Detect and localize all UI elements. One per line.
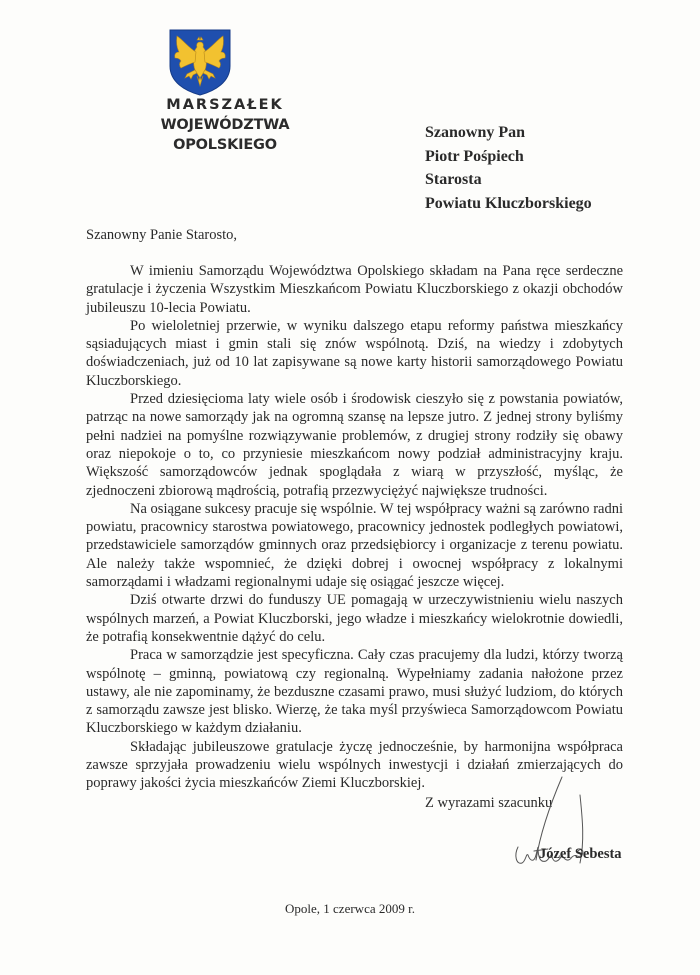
signer-name: Józef Sebesta [539, 846, 622, 862]
body-paragraph: Po wieloletniej przerwie, w wyniku dalszego etapu reformy państwa mieszkańcy sąsiadujących miast i gmin stali się znów wspólnotą. Dziś, na wiedzy i zdobytych doświadczeniach, już od 10 lat zapisywane są nowe karty historii samorządowego Powiatu Kluczborskiego. [86, 317, 623, 389]
addressee-block [425, 121, 592, 215]
body-paragraph: Dziś otwarte drzwi do funduszy UE pomagają w urzeczywistnieniu wielu naszych wspólnych marzeń, a Powiat Kluczborski, jego władze i mieszkańcy wielokrotnie dowiedli, że potrafią konsekwentnie dążyć do celu. [86, 592, 623, 645]
body-paragraph: Na osiągane sukcesy pracuje się wspólnie. W tej współpracy ważni są zarówno radni powiatu, pracownicy starostwa powiatowego, pracownicy jednostek podległych powiatowi, przedstawiciele samorządów gminnych oraz przedsiębiorcy i organizacje z terenu powiatu. Ale należy także wspomnieć, że dzięki dobrej i owocnej współpracy z lokalnymi samorządami i władzami regionalnymi udaje się osiągać jeszcze więcej. [86, 500, 623, 591]
opole-eagle-crest-icon [167, 28, 233, 96]
closing-phrase: Z wyrazami szacunku [425, 795, 553, 811]
addressee-line: Piotr Pośpiech [425, 147, 524, 165]
letterhead-organization [114, 95, 336, 155]
addressee-line: Szanowny Pan [425, 124, 526, 141]
body-paragraph: Składając jubileuszowe gratulacje życzę jednocześnie, by harmonijna współpraca zawsze sprzyjała prowadzeniu wielu wspólnych inwestycji i działań zmierzających do poprawy jakości życia mieszkańców Ziemi Kluczborskiej. [86, 738, 623, 792]
body-paragraph: W imieniu Samorządu Województwa Opolskiego składam na Pana ręce serdeczne gratulacje i życzenia Wszystkim Mieszkańcom Powiatu Kluczborskiego z okazji obchodów jubileuszu 10-lecia Powiatu. [86, 263, 623, 316]
body-paragraph: Przed dziesięcioma laty wiele osób i środowisk cieszyło się z powstania powiatów, patrząc na nowe samorządy jak na ogromną szansę na lepsze jutro. Z jednej strony byliśmy pełni nadziei na pomyślne rozwiązywanie problemów, z drugiej strony rodziły się obawy oraz niepokoje o to, co przyniesie mieszkańcom nowy podział administracyjny kraju. Większość samorządowców jednak spoglądała z wiarą w przyszłość, myśląc, że zjednoczeni zbiorową mądrością, potrafią przezwyciężyć największe trudności. [86, 391, 623, 499]
body-paragraph: Praca w samorządzie jest specyficzna. Cały czas pracujemy dla ludzi, którzy tworzą wspólnotę – gminną, powiatową czy regionalną. Wypełniamy zadania nałożone przez ustawy, ale nie zapominamy, że bezduszne czasami prawo, musi służyć ludziom, do których z samorządu zawsze jest blisko. Wierzę, że taka myśl przyświeca Samorządowcom Powiatu Kluczborskiego w każdym działaniu. [86, 647, 623, 737]
place-and-date: Opole, 1 czerwca 2009 r. [285, 901, 415, 916]
addressee-line: Powiatu Kluczborskiego [425, 194, 592, 212]
addressee-line: Starosta [425, 171, 482, 188]
letter-body [86, 262, 623, 793]
org-title-line1: MARSZAŁEK [166, 97, 284, 113]
salutation: Szanowny Panie Starosto, [86, 227, 238, 243]
org-title-line2: WOJEWÓDZTWA OPOLSKIEGO [160, 117, 290, 153]
